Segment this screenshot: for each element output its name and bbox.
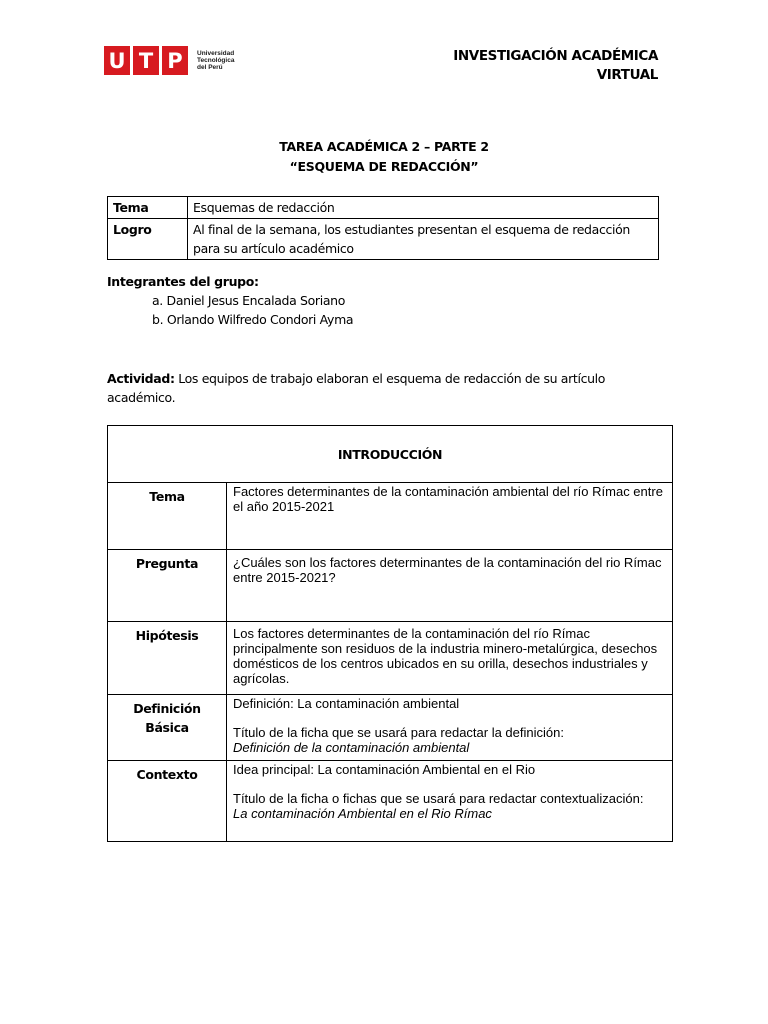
info-row-logro: [108, 219, 659, 260]
schema-header: INTRODUCCIÓN: [108, 426, 673, 483]
contexto-card-title: La contaminación Ambiental en el Rio Rímac: [233, 806, 492, 821]
contexto-main-idea: Idea principal: La contaminación Ambiental en el Rio: [233, 762, 536, 777]
utp-logo: [104, 46, 234, 75]
definicion-card-title: Definición de la contaminación ambiental: [233, 740, 470, 755]
activity-text: Los equipos de trabajo elaboran el esquema de redacción de su artículo académico.: [107, 371, 606, 405]
schema-label-contexto: Contexto: [108, 761, 227, 842]
schema-row-contexto: [108, 761, 673, 842]
schema-label-tema: Tema: [108, 483, 227, 550]
info-value: Esquemas de redacción: [188, 197, 659, 219]
contexto-card-title-label: Título de la ficha o fichas que se usará para redactar contextualización:: [233, 791, 644, 806]
schema-value-tema: Factores determinantes de la contaminación ambiental del río Rímac entre el año 2015-2021: [227, 483, 673, 550]
schema-value-contexto: [227, 761, 673, 842]
schema-row-tema: [108, 483, 673, 550]
info-row-tema: [108, 197, 659, 219]
info-table: [107, 196, 659, 260]
schema-row-hipotesis: [108, 622, 673, 695]
schema-row-pregunta: [108, 550, 673, 622]
info-key: Tema: [108, 197, 188, 219]
schema-label-pregunta: Pregunta: [108, 550, 227, 622]
info-value: Al final de la semana, los estudiantes presentan el esquema de redacción para su artículo académico: [188, 219, 659, 260]
schema-value-hipotesis: Los factores determinantes de la contaminación del río Rímac principalmente son residuos de la industria minero-metalúrgica, desechos domésticos de los centros ubicados en su orilla, desechos industriales y agrícolas.: [227, 622, 673, 695]
activity-paragraph: [107, 369, 627, 407]
schema-row-definicion: [108, 695, 673, 761]
logo-letter-p: P: [162, 46, 188, 75]
program-line-1: INVESTIGACIÓN ACADÉMICA: [453, 48, 658, 64]
schema-header-row: [108, 426, 673, 483]
schema-label-definicion: Definición Básica: [108, 695, 227, 761]
info-key: Logro: [108, 219, 188, 260]
logo-letter-t: T: [133, 46, 159, 75]
definicion-card-title-label: Título de la ficha que se usará para redactar la definición:: [233, 725, 564, 740]
program-title: [453, 47, 658, 85]
group-member: b. Orlando Wilfredo Condori Ayma: [152, 312, 354, 327]
document-subtitle: “ESQUEMA DE REDACCIÓN”: [289, 159, 479, 174]
document-title: TAREA ACADÉMICA 2 – PARTE 2: [279, 139, 489, 154]
group-member: a. Daniel Jesus Encalada Soriano: [152, 293, 345, 308]
schema-value-pregunta: ¿Cuáles son los factores determinantes de la contaminación del rio Rímac entre 2015-2021?: [227, 550, 673, 622]
definicion-line: Definición: La contaminación ambiental: [233, 696, 460, 711]
logo-university-name: Universidad Tecnológica del Perú: [197, 50, 235, 71]
group-label: Integrantes del grupo:: [107, 274, 259, 289]
activity-label: Actividad:: [107, 371, 175, 386]
program-line-2: VIRTUAL: [596, 67, 658, 83]
schema-table: [107, 425, 673, 842]
logo-letter-u: U: [104, 46, 130, 75]
schema-value-definicion: [227, 695, 673, 761]
schema-label-hipotesis: Hipótesis: [108, 622, 227, 695]
